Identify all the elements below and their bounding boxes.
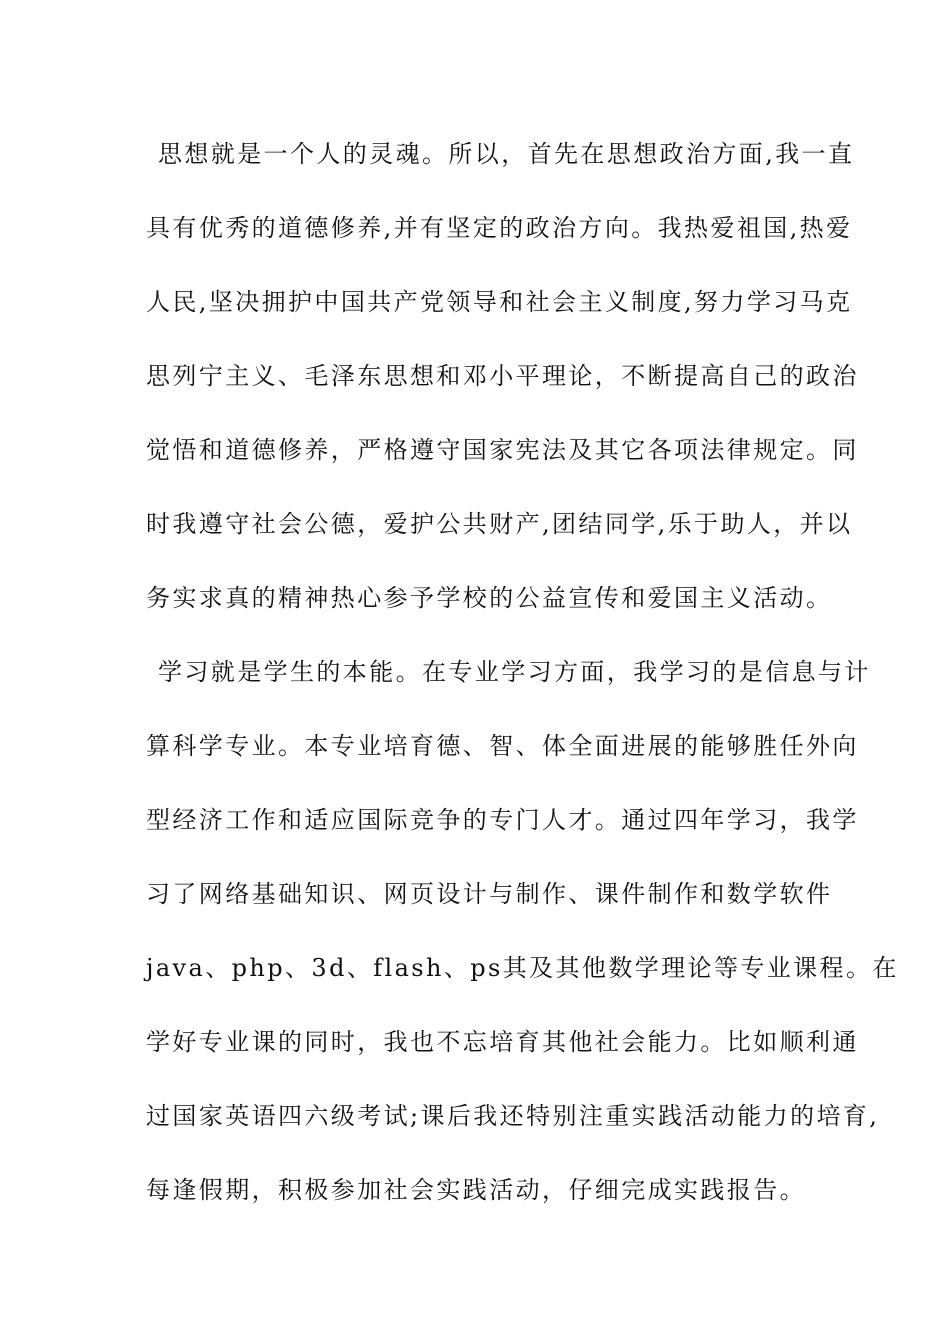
text-line: 每逢假期，积极参加社会实践活动，仔细完成实践报告。 [146,1176,806,1204]
text-line: 务实求真的精神热心参予学校的公益宣传和爱国主义活动。 [146,584,833,612]
text-line: java、php、3d、flash、ps其及其他数学理论等专业课程。在 [146,954,899,982]
text-line: 思想就是一个人的灵魂。所以，首先在思想政治方面,我一直 [158,140,855,168]
text-line: 人民,坚决拥护中国共产党领导和社会主义制度,努力学习马克 [146,288,853,316]
document-body [146,132,899,1242]
text-line: 时我遵守社会公德，爱护公共财产,团结同学,乐于助人，并以 [146,510,853,538]
text-line: 觉悟和道德修养，严格遵守国家宪法及其它各项法律规定。同 [146,436,859,464]
text-line: 学习就是学生的本能。在专业学习方面，我学习的是信息与计 [158,658,871,686]
text-line: 学好专业课的同时，我也不忘培育其他社会能力。比如顺利通 [146,1028,859,1056]
text-line: 具有优秀的道德修养,并有坚定的政治方向。我热爱祖国,热爱 [146,214,853,242]
text-line: 思列宁主义、毛泽东思想和邓小平理论，不断提高自己的政治 [146,362,859,390]
text-line: 习了网络基础知识、网页设计与制作、课件制作和数学软件 [146,880,833,908]
text-line: 过国家英语四六级考试;课后我还特别注重实践活动能力的培育, [146,1102,880,1130]
text-line: 型经济工作和适应国际竞争的专门人才。通过四年学习，我学 [146,806,859,834]
text-line: 算科学专业。本专业培育德、智、体全面进展的能够胜任外向 [146,732,859,760]
